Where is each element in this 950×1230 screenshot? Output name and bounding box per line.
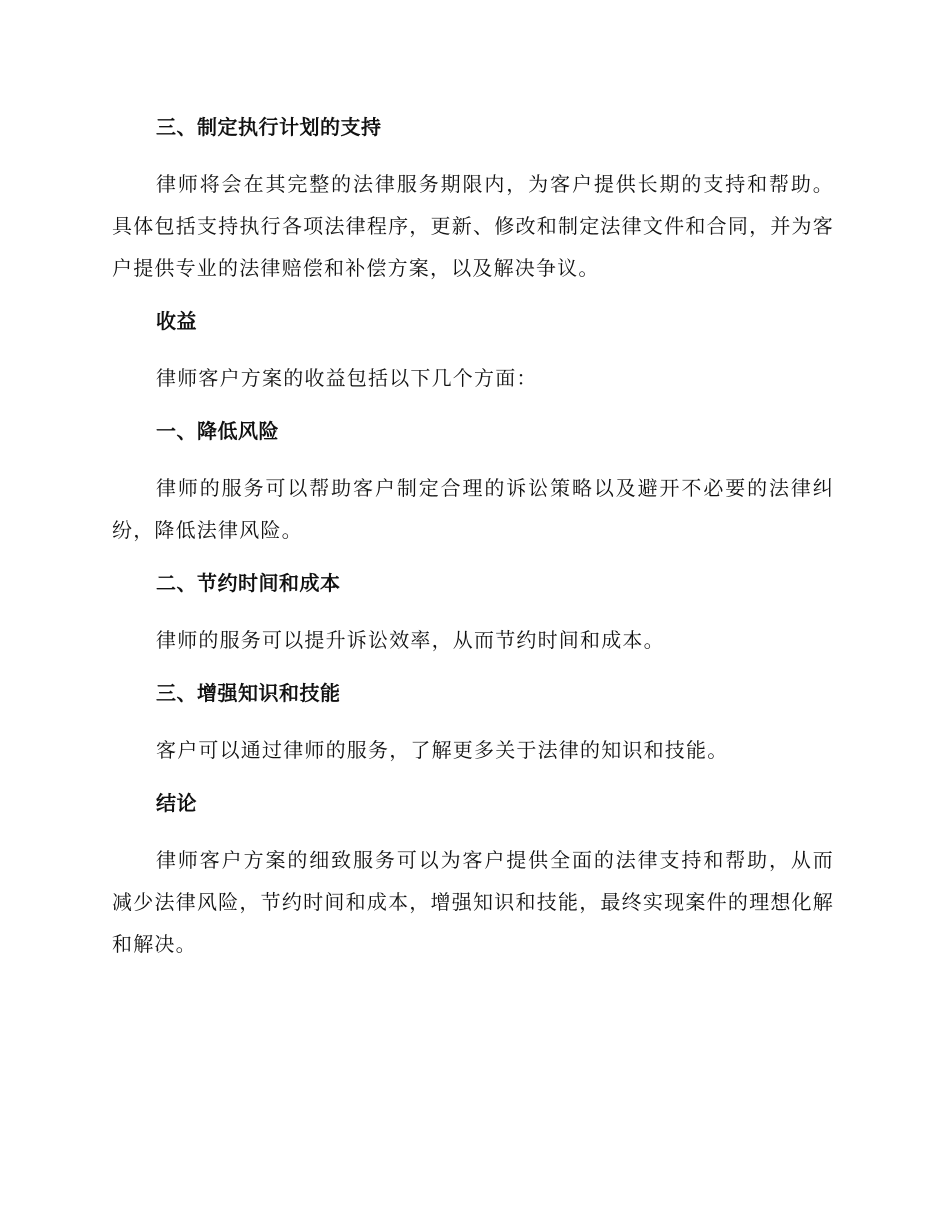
section-heading-knowledge: 三、增强知识和技能 — [156, 681, 341, 705]
section-heading-reduce-risk: 一、降低风险 — [156, 419, 279, 443]
section-heading-save-cost: 二、节约时间和成本 — [156, 571, 341, 595]
section-paragraph-conclusion: 律师客户方案的细致服务可以为客户提供全面的法律支持和帮助，从而减少法律风险，节约时间和成本，增强知识和技能，最终实现案件的理想化解和解决。 — [112, 848, 834, 956]
section-paragraph-knowledge: 客户可以通过律师的服务，了解更多关于法律的知识和技能。 — [156, 738, 729, 762]
section-heading-conclusion: 结论 — [156, 791, 197, 815]
section-paragraph-save-cost: 律师的服务可以提升诉讼效率，从而节约时间和成本。 — [156, 628, 665, 652]
section-paragraph-benefits-intro: 律师客户方案的收益包括以下几个方面： — [156, 366, 538, 390]
section-heading-support: 三、制定执行计划的支持 — [156, 115, 382, 139]
document-body — [112, 109, 834, 979]
section-paragraph-support: 律师将会在其完整的法律服务期限内，为客户提供长期的支持和帮助。具体包括支持执行各项法律程序，更新、修改和制定法律文件和合同，并为客户提供专业的法律赔偿和补偿方案，以及解决争议。 — [112, 172, 834, 280]
section-heading-benefits: 收益 — [156, 309, 197, 333]
section-paragraph-reduce-risk: 律师的服务可以帮助客户制定合理的诉讼策略以及避开不必要的法律纠纷，降低法律风险。 — [112, 476, 834, 542]
